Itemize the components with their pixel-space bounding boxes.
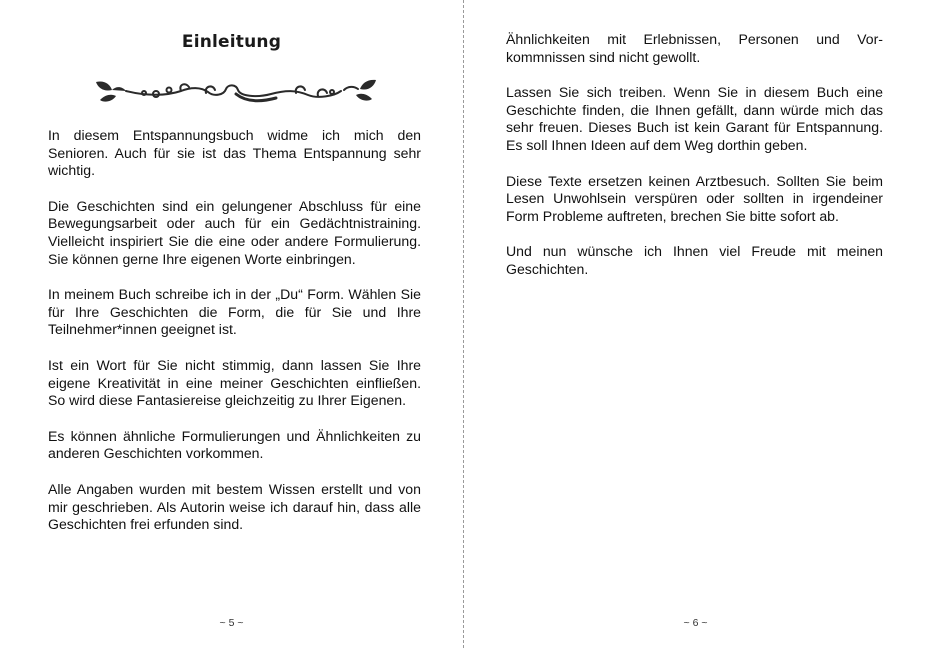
- paragraph: Ähnlichkeiten mit Erlebnissen, Personen und Vorkommnissen sind nicht gewollt.: [506, 31, 883, 65]
- paragraph: Und nun wünsche ich Ihnen viel Freude mit meinen Geschichten.: [506, 243, 883, 277]
- right-page-body: [506, 31, 883, 297]
- paragraph: Alle Angaben wurden mit bestem Wissen erstellt und von mir geschrieben. Als Autorin weise ich darauf hin, dass alle Geschichten frei erfunden sind.: [48, 480, 421, 533]
- paragraph: Es können ähnliche Formulierungen und Ähnlichkeiten zu anderen Geschichten vorkommen.: [48, 427, 421, 462]
- paragraph: Lassen Sie sich treiben. Wenn Sie in diesem Buch eine Geschichte finden, die Ihnen gefällt, dann würde mich das sehr freuen. Dieses Buch ist kein Garant für Entspannung. Es soll Ihnen Ideen auf dem Weg dorthin geben.: [506, 84, 883, 153]
- left-page: [0, 0, 463, 648]
- right-page: [464, 0, 927, 648]
- paragraph: Die Geschichten sind ein gelungener Abschluss für eine Bewegungsarbeit oder auch für ein Gedächtnistraining. Vielleicht inspiriert Sie die eine oder andere Formulierung. Sie können gerne Ihre eigenen Worte einbringen.: [48, 197, 421, 267]
- page-title: Einleitung: [181, 32, 282, 52]
- page-number: ~ 6 ~: [683, 617, 708, 629]
- paragraph: Diese Texte ersetzen keinen Arztbesuch. Sollten Sie beim Lesen Unwohlsein verspüren oder sollten in irgendeiner Form Probleme auftreten, brechen Sie bitte sofort ab.: [506, 172, 883, 224]
- paragraph: In diesem Entspannungsbuch widme ich mich den Senioren. Auch für sie ist das Thema Entspannung sehr wichtig.: [48, 127, 421, 179]
- paragraph: Ist ein Wort für Sie nicht stimmig, dann lassen Sie Ihre eigene Kreativität in eine meiner Geschichten einfließen. So wird diese Fantasiereise gleichzeitig zu Ihrer Eigenen.: [48, 356, 421, 409]
- page-number: ~ 5 ~: [219, 617, 244, 629]
- floral-swirl-divider-icon: [86, 72, 386, 106]
- paragraph: In meinem Buch schreibe ich in der „Du“ Form. Wählen Sie für Ihre Geschichten die Form, die für Sie und Ihre Teilnehmer*innen geeignet ist.: [48, 286, 421, 338]
- left-page-body: [48, 127, 421, 552]
